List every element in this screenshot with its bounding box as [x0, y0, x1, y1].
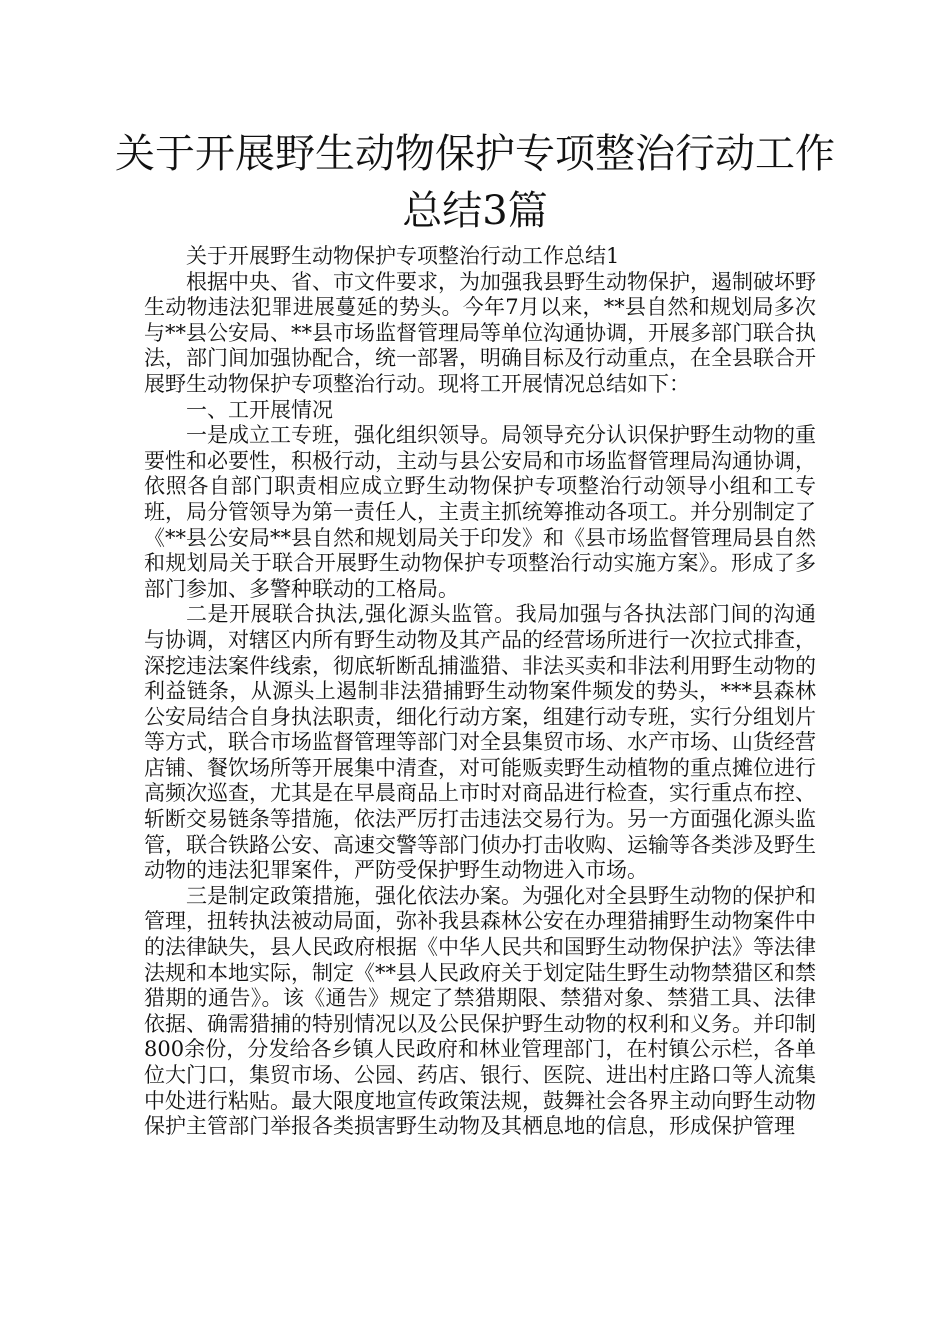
section-heading: 关于开展野生动物保护专项整治行动工作总结1: [186, 244, 620, 268]
document-title: [100, 126, 850, 240]
subheading-work-status: 一、工开展情况: [186, 397, 333, 422]
paragraph-policy-measures: 三是制定政策措施，强化依法办案。为强化对全县野生动物的保护和管理，扭转执法被动局面，弥补我县森林公安在办理猎捕野生动物案件中的法律缺失，县人民政府根据《中华人民共和国野生动物保护法》等法律法规和本地实际，制定《**县人民政府关于划定陆生野生动物禁猎区和禁猎期的通告》。该《通告》规定了禁猎期限、禁猎对象、禁猎工具、法律依据、确需猎捕的特别情况以及公民保护野生动物的权利和义务。并印制800余份，分发给各乡镇人民政府和林业管理部门，在村镇公示栏，各单位大门口，集贸市场、公园、药店、银行、医院、进出村庄路口等人流集中处进行粘贴。最大限度地宣传政策法规，鼓舞社会各界主动向野生动物保护主管部门举报各类损害野生动物及其栖息地的信息，形成保护管理: [144, 883, 816, 1139]
paragraph-joint-enforcement: 二是开展联合执法,强化源头监管。我局加强与各执法部门间的沟通与协调，对辖区内所有野生动物及其产品的经营场所进行一次拉式排查，深挖违法案件线索，彻底斩断乱捕滥猎、非法买卖和非法利用野生动物的利益链条，从源头上遏制非法猎捕野生动物案件频发的势头，***县森林公安局结合自身执法职责，细化行动方案，组建行动专班，实行分组划片等方式，联合市场监督管理等部门对全县集贸市场、水产市场、山货经营店铺、餐饮场所等开展集中清查，对可能贩卖野生动植物的重点摊位进行高频次巡查，尤其是在早晨商品上市时对商品进行检查，实行重点布控、斩断交易链条等措施，依法严厉打击违法交易行为。另一方面强化源头监管，联合铁路公安、高速交警等部门侦办打击收购、运输等各类涉及野生动物的违法犯罪案件，严防受保护野生动物进入市场。: [144, 602, 816, 883]
paragraph-organization: 一是成立工专班，强化组织领导。局领导充分认识保护野生动物的重要性和必要性，积极行动，主动与县公安局和市场监督管理局沟通协调，依照各自部门职责相应成立野生动物保护专项整治行动领导小组和工专班，局分管领导为第一责任人，主责主抓统筹推动各项工。并分别制定了《**县公安局**县自然和规划局关于印发》和《县市场监督管理局县自然和规划局关于联合开展野生动物保护专项整治行动实施方案》。形成了多部门参加、多警种联动的工格局。: [144, 423, 816, 601]
title-line-1: 关于开展野生动物保护专项整治行动工作: [115, 131, 835, 177]
document-body: [144, 244, 816, 1140]
title-line-2: 总结3篇: [402, 188, 548, 234]
intro-paragraph: 根据中央、省、市文件要求，为加强我县野生动物保护，遏制破坏野生动物违法犯罪进展蔓延的势头。今年7月以来，**县自然和规划局多次与**县公安局、**县市场监督管理局等单位沟通协调，开展多部门联合执法，部门间加强协配合，统一部署，明确目标及行动重点，在全县联合开展野生动物保护专项整治行动。现将工开展情况总结如下：: [144, 269, 816, 396]
